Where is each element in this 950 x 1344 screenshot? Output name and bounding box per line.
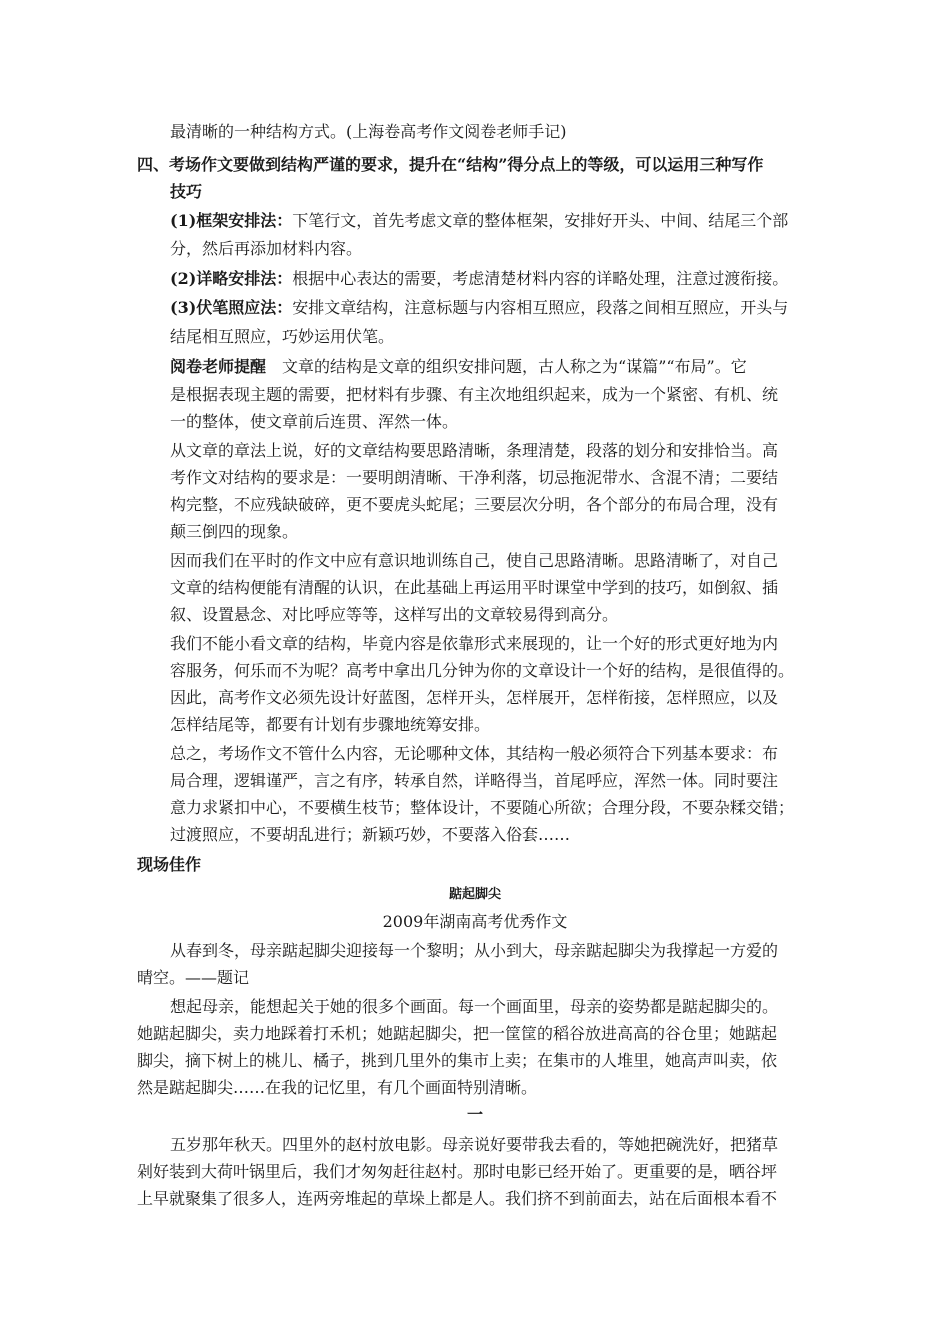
- text-line: 因此，高考作文必须先设计好蓝图，怎样开头，怎样展开，怎样衔接，怎样照应，以及: [170, 688, 779, 707]
- text-line: 局合理，逻辑谨严，言之有序，转承自然，详略得当，首尾呼应，浑然一体。同时要注: [170, 771, 779, 790]
- text-line: 是根据表现主题的需要，把材料有步骤、有主次地组织起来，成为一个紧密、有机、统: [170, 385, 779, 404]
- text-line: 总之，考场作文不管什么内容，无论哪种文体，其结构一般必须符合下列基本要求：布: [170, 744, 779, 763]
- technique-item-2: [170, 268, 788, 290]
- section-heading-sample-essay: 现场佳作: [137, 855, 202, 874]
- text-line: 因而我们在平时的作文中应有意识地训练自己，使自己思路清晰。思路清晰了，对自己: [170, 551, 779, 570]
- technique-item-1: [170, 210, 788, 232]
- text-line: 叙、设置悬念、对比呼应等等，这样写出的文章较易得到高分。: [170, 605, 619, 624]
- section-heading-continued: 技巧: [170, 182, 203, 201]
- text-line: 我们不能小看文章的结构，毕竟内容是依靠形式来展现的，让一个好的形式更好地为内: [170, 634, 779, 653]
- teacher-tip-label: 阅卷老师提醒: [170, 357, 267, 376]
- technique-label: (3)伏笔照应法：: [170, 298, 293, 317]
- essay-line: 剁好装到大荷叶锅里后，我们才匆匆赶往赵村。那时电影已经开始了。更重要的是，晒谷坪: [137, 1162, 778, 1181]
- essay-line: 从春到冬，母亲踮起脚尖迎接每一个黎明；从小到大，母亲踮起脚尖为我撑起一方爱的: [170, 941, 779, 960]
- text-line: 结尾相互照应，巧妙运用伏笔。: [170, 327, 395, 346]
- technique-label: (1)框架安排法：: [170, 211, 293, 230]
- essay-line: 然是踮起脚尖……在我的记忆里，有几个画面特别清晰。: [137, 1078, 538, 1097]
- text-line: 怎样结尾等，都要有计划有步骤地统筹安排。: [170, 715, 491, 734]
- teacher-tip: [170, 356, 747, 378]
- text-line: 过渡照应，不要胡乱进行；新颖巧妙，不要落入俗套……: [170, 825, 571, 844]
- technique-text: 安排文章结构，注意标题与内容相互照应，段落之间相互照应，开头与: [292, 298, 789, 317]
- text-line: 从文章的章法上说，好的文章结构要思路清晰，条理清楚，段落的划分和安排恰当。高: [170, 441, 779, 460]
- essay-line: 五岁那年秋天。四里外的赵村放电影。母亲说好要带我去看的，等她把碗洗好，把猪草: [170, 1135, 779, 1154]
- essay-line: 晴空。——题记: [137, 968, 250, 987]
- technique-text: 根据中心表达的需要，考虑清楚材料内容的详略处理，注意过渡衔接。: [292, 269, 789, 288]
- text-line: 最清晰的一种结构方式。(上海卷高考作文阅卷老师手记): [170, 122, 567, 141]
- teacher-tip-text: 文章的结构是文章的组织安排问题，古人称之为“谋篇”“布局”。它: [266, 357, 747, 376]
- text-line: 文章的结构便能有清醒的认识，在此基础上再运用平时课堂中学到的技巧，如倒叙、插: [170, 578, 779, 597]
- essay-line: 上早就聚集了很多人，连两旁堆起的草垛上都是人。我们挤不到前面去，站在后面根本看不: [137, 1189, 778, 1208]
- text-line: 意力求紧扣中心，不要横生枝节；整体设计，不要随心所欲；合理分段，不要杂糅交错；: [170, 798, 795, 817]
- text-line: 分，然后再添加材料内容。: [170, 239, 363, 258]
- text-line: 容服务，何乐而不为呢？高考中拿出几分钟为你的文章设计一个好的结构，是很值得的。: [170, 661, 795, 680]
- technique-item-3: [170, 297, 788, 319]
- essay-title: 踮起脚尖: [448, 887, 501, 902]
- technique-label: (2)详略安排法：: [170, 269, 293, 288]
- essay-line: 脚尖，摘下树上的桃儿、橘子，挑到几里外的集市上卖；在集市的人堆里，她高声叫卖，依: [137, 1051, 778, 1070]
- section-heading: 四、考场作文要做到结构严谨的要求，提升在“结构”得分点上的等级，可以运用三种写作: [137, 155, 764, 174]
- essay-subtitle: 2009年湖南高考优秀作文: [382, 912, 568, 931]
- essay-line: 她踮起脚尖，卖力地踩着打禾机；她踮起脚尖，把一筐筐的稻谷放进高高的谷仓里；她踮起: [137, 1024, 778, 1043]
- text-line: 一的整体，使文章前后连贯、浑然一体。: [170, 412, 459, 431]
- essay-line: 想起母亲，能想起关于她的很多个画面。每一个画面里，母亲的姿势都是踮起脚尖的。: [170, 997, 779, 1016]
- technique-text: 下笔行文，首先考虑文章的整体框架，安排好开头、中间、结尾三个部: [292, 211, 789, 230]
- essay-part-number: 一: [466, 1105, 483, 1124]
- text-line: 构完整，不应残缺破碎，更不要虎头蛇尾；三要层次分明，各个部分的布局合理，没有: [170, 495, 779, 514]
- text-line: 颠三倒四的现象。: [170, 522, 299, 541]
- text-line: 考作文对结构的要求是：一要明朗清晰、干净利落，切忌拖泥带水、含混不清；二要结: [170, 468, 779, 487]
